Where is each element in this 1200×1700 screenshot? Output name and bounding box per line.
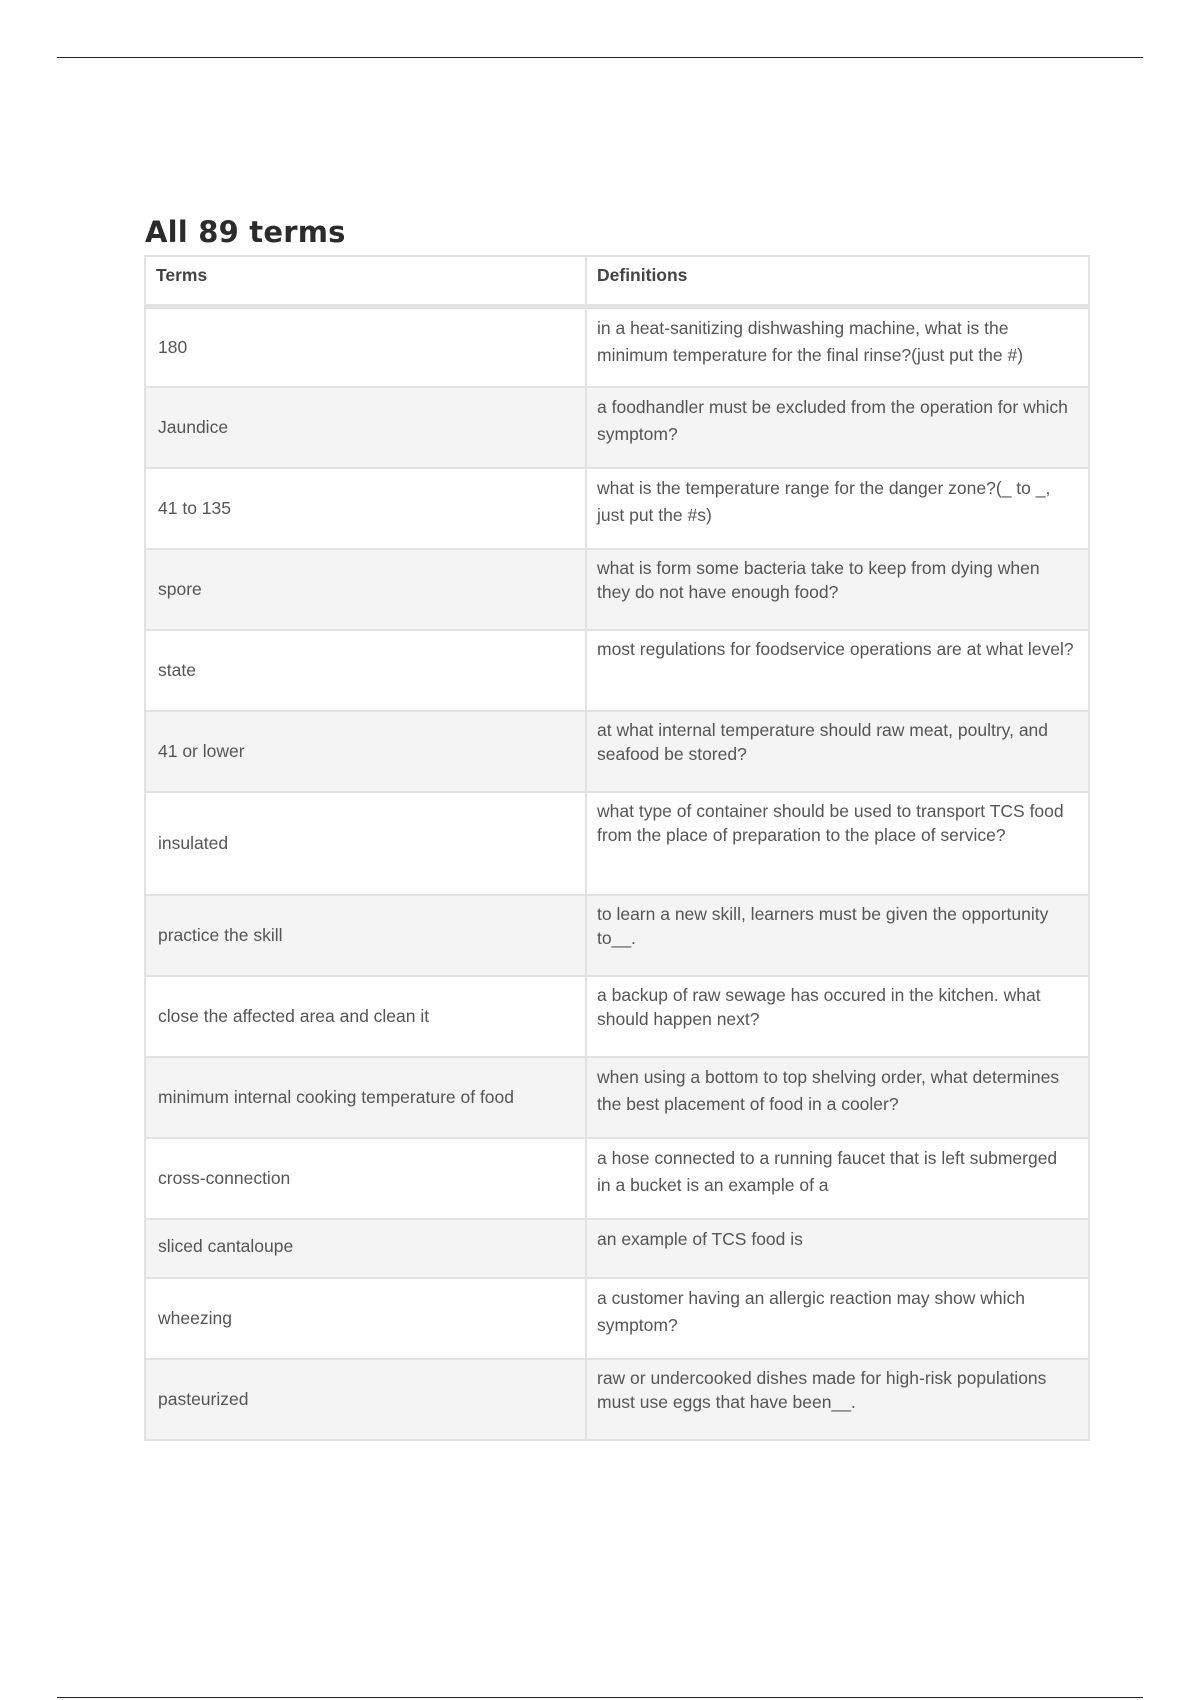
terms-table	[144, 255, 1090, 1441]
term-cell: spore	[145, 549, 586, 630]
definition-cell: in a heat-sanitizing dishwashing machine, what is the minimum temperature for the final rinse?(just put the #)	[586, 306, 1089, 387]
term-cell: insulated	[145, 792, 586, 895]
column-header-definitions: Definitions	[586, 256, 1089, 306]
term-cell: 41 to 135	[145, 468, 586, 549]
definition-cell: a backup of raw sewage has occured in the kitchen. what should happen next?	[586, 976, 1089, 1057]
definition-cell: what is the temperature range for the danger zone?(_ to _, just put the #s)	[586, 468, 1089, 549]
definition-cell: an example of TCS food is	[586, 1219, 1089, 1278]
definition-cell: what type of container should be used to transport TCS food from the place of preparation to the place of service?	[586, 792, 1089, 895]
term-cell: cross-connection	[145, 1138, 586, 1219]
definition-cell: a hose connected to a running faucet that is left submerged in a bucket is an example of a	[586, 1138, 1089, 1219]
table-row	[145, 1138, 1089, 1219]
term-cell: wheezing	[145, 1278, 586, 1359]
top-rule	[57, 57, 1143, 58]
definition-cell: what is form some bacteria take to keep from dying when they do not have enough food?	[586, 549, 1089, 630]
table-row	[145, 630, 1089, 711]
definition-cell: to learn a new skill, learners must be given the opportunity to__.	[586, 895, 1089, 976]
table-row	[145, 306, 1089, 387]
table-row	[145, 1278, 1089, 1359]
page-title: All 89 terms	[145, 215, 346, 249]
table-row	[145, 792, 1089, 895]
term-cell: sliced cantaloupe	[145, 1219, 586, 1278]
table-row	[145, 711, 1089, 792]
definition-cell: when using a bottom to top shelving order, what determines the best placement of food in a cooler?	[586, 1057, 1089, 1138]
bottom-rule	[57, 1697, 1143, 1698]
term-cell: practice the skill	[145, 895, 586, 976]
table-row	[145, 1359, 1089, 1440]
table-row	[145, 1219, 1089, 1278]
table-row	[145, 895, 1089, 976]
table-row	[145, 1057, 1089, 1138]
definition-cell: a foodhandler must be excluded from the operation for which symptom?	[586, 387, 1089, 468]
term-cell: 41 or lower	[145, 711, 586, 792]
table-row	[145, 549, 1089, 630]
term-cell: pasteurized	[145, 1359, 586, 1440]
definition-cell: most regulations for foodservice operations are at what level?	[586, 630, 1089, 711]
table-header-row	[145, 256, 1089, 306]
definition-cell: a customer having an allergic reaction may show which symptom?	[586, 1278, 1089, 1359]
term-cell: 180	[145, 306, 586, 387]
definition-cell: raw or undercooked dishes made for high-risk populations must use eggs that have been__.	[586, 1359, 1089, 1440]
column-header-terms: Terms	[145, 256, 586, 306]
term-cell: Jaundice	[145, 387, 586, 468]
term-cell: state	[145, 630, 586, 711]
definition-cell: at what internal temperature should raw meat, poultry, and seafood be stored?	[586, 711, 1089, 792]
term-cell: close the affected area and clean it	[145, 976, 586, 1057]
table-row	[145, 387, 1089, 468]
table-row	[145, 976, 1089, 1057]
term-cell: minimum internal cooking temperature of food	[145, 1057, 586, 1138]
table-row	[145, 468, 1089, 549]
